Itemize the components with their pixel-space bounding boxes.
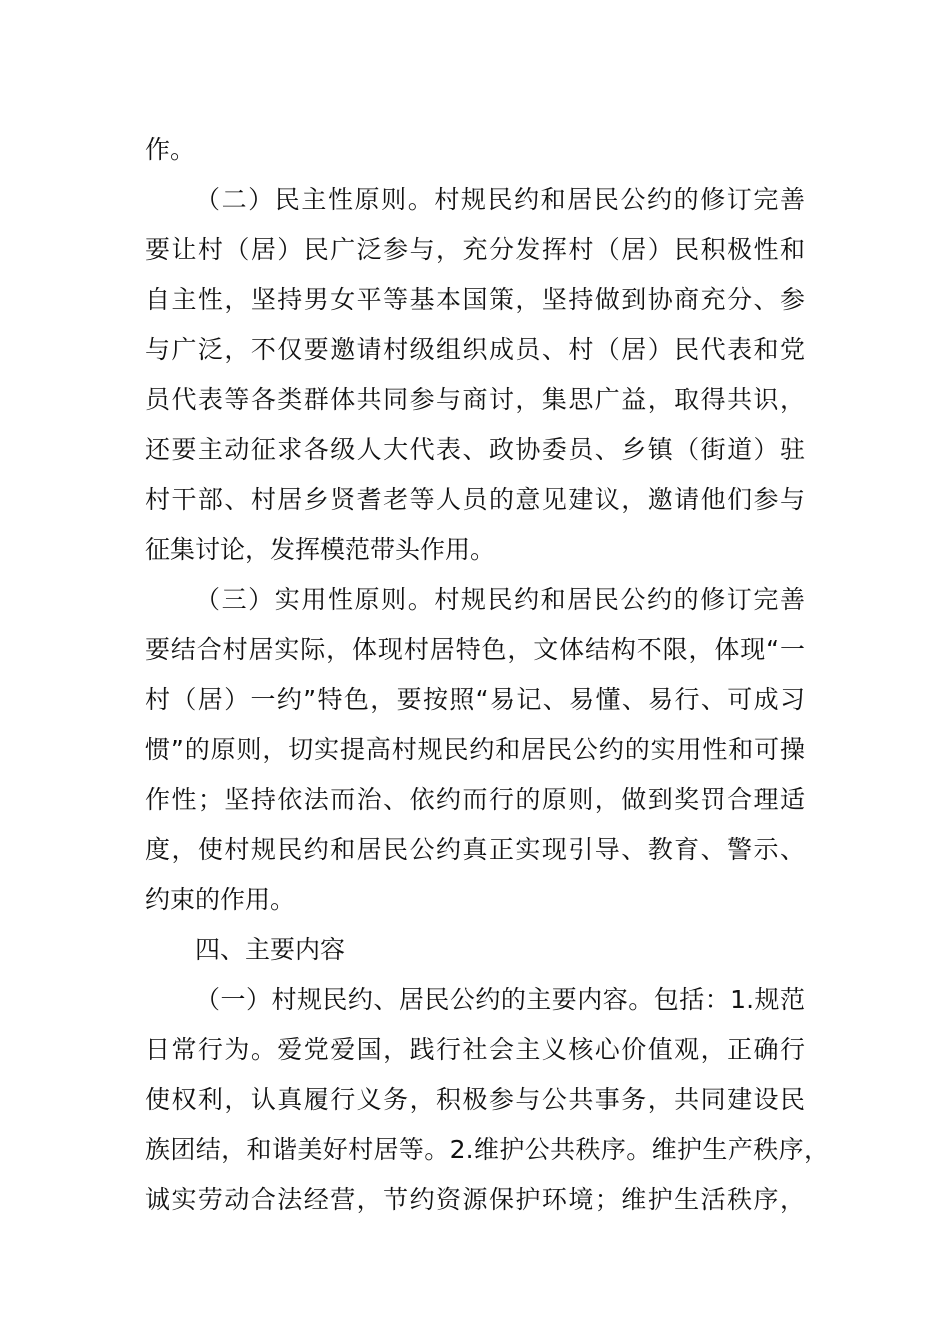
paragraph-4-1-heading-line: （一）村规民约、居民公约的主要内容。包括：1.规范 (195, 985, 805, 1014)
text-line-19: 日常行为。爱党爱国，践行社会主义核心价值观，正确行 (145, 1035, 805, 1064)
text-line-4: 自主性，坚持男女平等基本国策，坚持做到协商充分、参 (145, 285, 805, 314)
text-line-6: 员代表等各类群体共同参与商讨，集思广益，取得共识， (145, 385, 805, 414)
text-line-8: 村干部、村居乡贤耆老等人员的意见建议，邀请他们参与 (145, 485, 805, 514)
paragraph-3-heading-line: （三）实用性原则。村规民约和居民公约的修订完善 (195, 585, 805, 614)
text-line-15: 度，使村规民约和居民公约真正实现引导、教育、警示、 (145, 835, 805, 864)
section-heading-4: 四、主要内容 (195, 935, 346, 964)
text-line-20: 使权利，认真履行义务，积极参与公共事务，共同建设民 (145, 1085, 805, 1114)
text-line-9: 征集讨论，发挥模范带头作用。 (145, 535, 496, 564)
text-line-12: 村（居）一约”特色，要按照“易记、易懂、易行、可成习 (145, 685, 805, 714)
text-line-21: 族团结，和谐美好村居等。2.维护公共秩序。维护生产秩序， (145, 1135, 829, 1164)
text-line-5: 与广泛，不仅要邀请村级组织成员、村（居）民代表和党 (145, 335, 805, 364)
text-line-11: 要结合村居实际，体现村居特色，文体结构不限，体现“一 (145, 635, 805, 664)
paragraph-2-heading-line: （二）民主性原则。村规民约和居民公约的修订完善 (195, 185, 805, 214)
text-line-22: 诚实劳动合法经营，节约资源保护环境；维护生活秩序， (145, 1185, 805, 1214)
text-line-13: 惯”的原则，切实提高村规民约和居民公约的实用性和可操 (145, 735, 805, 764)
text-line-16: 约束的作用。 (145, 885, 296, 914)
text-line-3: 要让村（居）民广泛参与，充分发挥村（居）民积极性和 (145, 235, 805, 264)
text-line-1: 作。 (145, 135, 196, 164)
text-line-14: 作性；坚持依法而治、依约而行的原则，做到奖罚合理适 (145, 785, 805, 814)
text-line-7: 还要主动征求各级人大代表、政协委员、乡镇（街道）驻 (145, 435, 805, 464)
